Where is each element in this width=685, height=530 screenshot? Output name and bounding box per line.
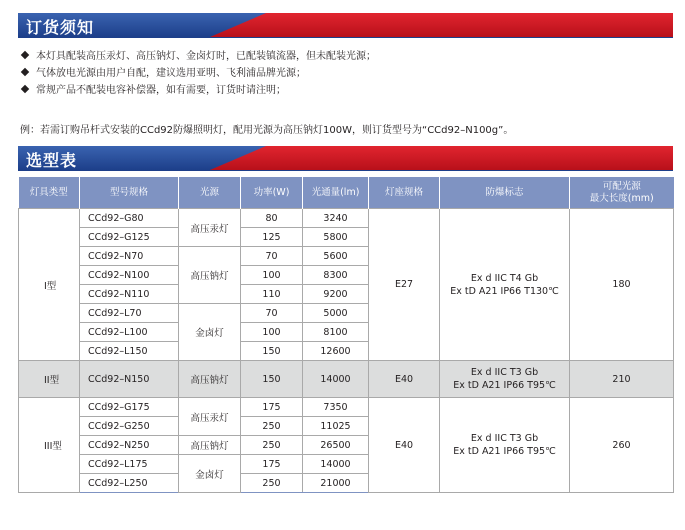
table-row xyxy=(19,209,674,228)
power-cell: 175 xyxy=(241,455,303,474)
flux-cell: 3240 xyxy=(303,209,369,228)
power-cell: 110 xyxy=(241,285,303,304)
power-cell: 80 xyxy=(241,209,303,228)
selection-title: 选型表 xyxy=(26,151,78,170)
flux-cell: 21000 xyxy=(303,474,369,493)
note-item: 常规产品不配装电容补偿器，如有需要，订货时请注明； xyxy=(20,82,376,99)
model-cell: CCd92–G80 xyxy=(80,209,179,228)
flux-cell: 5800 xyxy=(303,228,369,247)
diamond-bullet-icon xyxy=(21,51,29,59)
flux-cell: 5600 xyxy=(303,247,369,266)
base-cell: E27 xyxy=(369,209,440,361)
order-notes-title: 订货须知 xyxy=(26,18,95,37)
model-cell: CCd92–L175 xyxy=(80,455,179,474)
selection-banner xyxy=(18,146,673,170)
model-cell: CCd92–L100 xyxy=(80,323,179,342)
source-cell: 金卤灯 xyxy=(179,455,241,493)
model-cell: CCd92–N100 xyxy=(80,266,179,285)
model-cell: CCd92–N70 xyxy=(80,247,179,266)
col-header-base: 灯座规格 xyxy=(369,177,440,209)
model-cell: CCd92–G125 xyxy=(80,228,179,247)
flux-cell: 9200 xyxy=(303,285,369,304)
source-cell: 高压钠灯 xyxy=(179,436,241,455)
max-length-cell: 180 xyxy=(570,209,674,361)
note-item: 本灯具配装高压汞灯、高压钠灯、金卤灯时，已配装镇流器，但未配装光源； xyxy=(20,48,376,65)
table-row xyxy=(19,361,674,398)
flux-cell: 8300 xyxy=(303,266,369,285)
flux-cell: 8100 xyxy=(303,323,369,342)
power-cell: 100 xyxy=(241,266,303,285)
type-cell: III型 xyxy=(19,398,80,493)
model-cell: CCd92–L150 xyxy=(80,342,179,361)
model-cell: CCd92–N110 xyxy=(80,285,179,304)
base-cell: E40 xyxy=(369,361,440,398)
flux-cell: 5000 xyxy=(303,304,369,323)
power-cell: 100 xyxy=(241,323,303,342)
model-cell: CCd92–G175 xyxy=(80,398,179,417)
table-header-row xyxy=(19,177,674,209)
power-cell: 70 xyxy=(241,304,303,323)
table-row xyxy=(19,398,674,417)
col-header-model: 型号规格 xyxy=(80,177,179,209)
power-cell: 250 xyxy=(241,436,303,455)
base-cell: E40 xyxy=(369,398,440,493)
order-notes-banner xyxy=(18,13,673,37)
max-length-cell: 260 xyxy=(570,398,674,493)
flux-cell: 26500 xyxy=(303,436,369,455)
power-cell: 70 xyxy=(241,247,303,266)
power-cell: 150 xyxy=(241,361,303,398)
model-cell: CCd92–N150 xyxy=(80,361,179,398)
flux-cell: 14000 xyxy=(303,361,369,398)
flux-cell: 14000 xyxy=(303,455,369,474)
model-cell: CCd92–N250 xyxy=(80,436,179,455)
col-header-max-length: 可配光源 最大长度(mm) xyxy=(570,177,674,209)
explosion-mark-cell: Ex d IIC T4 Gb Ex tD A21 IP66 T130℃ xyxy=(440,209,570,361)
flux-cell: 7350 xyxy=(303,398,369,417)
power-cell: 125 xyxy=(241,228,303,247)
source-cell: 高压汞灯 xyxy=(179,209,241,247)
selection-table xyxy=(18,177,674,493)
model-cell: CCd92–L250 xyxy=(80,474,179,493)
power-cell: 250 xyxy=(241,417,303,436)
type-cell: I型 xyxy=(19,209,80,361)
explosion-mark-cell: Ex d IIC T3 Gb Ex tD A21 IP66 T95℃ xyxy=(440,361,570,398)
power-cell: 150 xyxy=(241,342,303,361)
explosion-mark-cell: Ex d IIC T3 Gb Ex tD A21 IP66 T95℃ xyxy=(440,398,570,493)
note-item: 气体放电光源由用户自配，建议选用亚明、飞利浦品牌光源； xyxy=(20,65,376,82)
type-cell: II型 xyxy=(19,361,80,398)
flux-cell: 11025 xyxy=(303,417,369,436)
model-cell: CCd92–L70 xyxy=(80,304,179,323)
source-cell: 金卤灯 xyxy=(179,304,241,361)
order-example: 例：若需订购吊杆式安装的CCd92防爆照明灯，配用光源为高压钠灯100W，则订货型号为“CCd92–N100g”。 xyxy=(20,125,514,136)
col-header-flux: 光通量(lm) xyxy=(303,177,369,209)
source-cell: 高压钠灯 xyxy=(179,361,241,398)
col-header-source: 光源 xyxy=(179,177,241,209)
diamond-bullet-icon xyxy=(21,68,29,76)
flux-cell: 12600 xyxy=(303,342,369,361)
power-cell: 175 xyxy=(241,398,303,417)
model-cell: CCd92–G250 xyxy=(80,417,179,436)
power-cell: 250 xyxy=(241,474,303,493)
col-header-type: 灯具类型 xyxy=(19,177,80,209)
col-header-power: 功率(W) xyxy=(241,177,303,209)
source-cell: 高压汞灯 xyxy=(179,398,241,436)
max-length-cell: 210 xyxy=(570,361,674,398)
source-cell: 高压钠灯 xyxy=(179,247,241,304)
diamond-bullet-icon xyxy=(21,85,29,93)
order-notes-list xyxy=(20,48,376,99)
col-header-explosion: 防爆标志 xyxy=(440,177,570,209)
